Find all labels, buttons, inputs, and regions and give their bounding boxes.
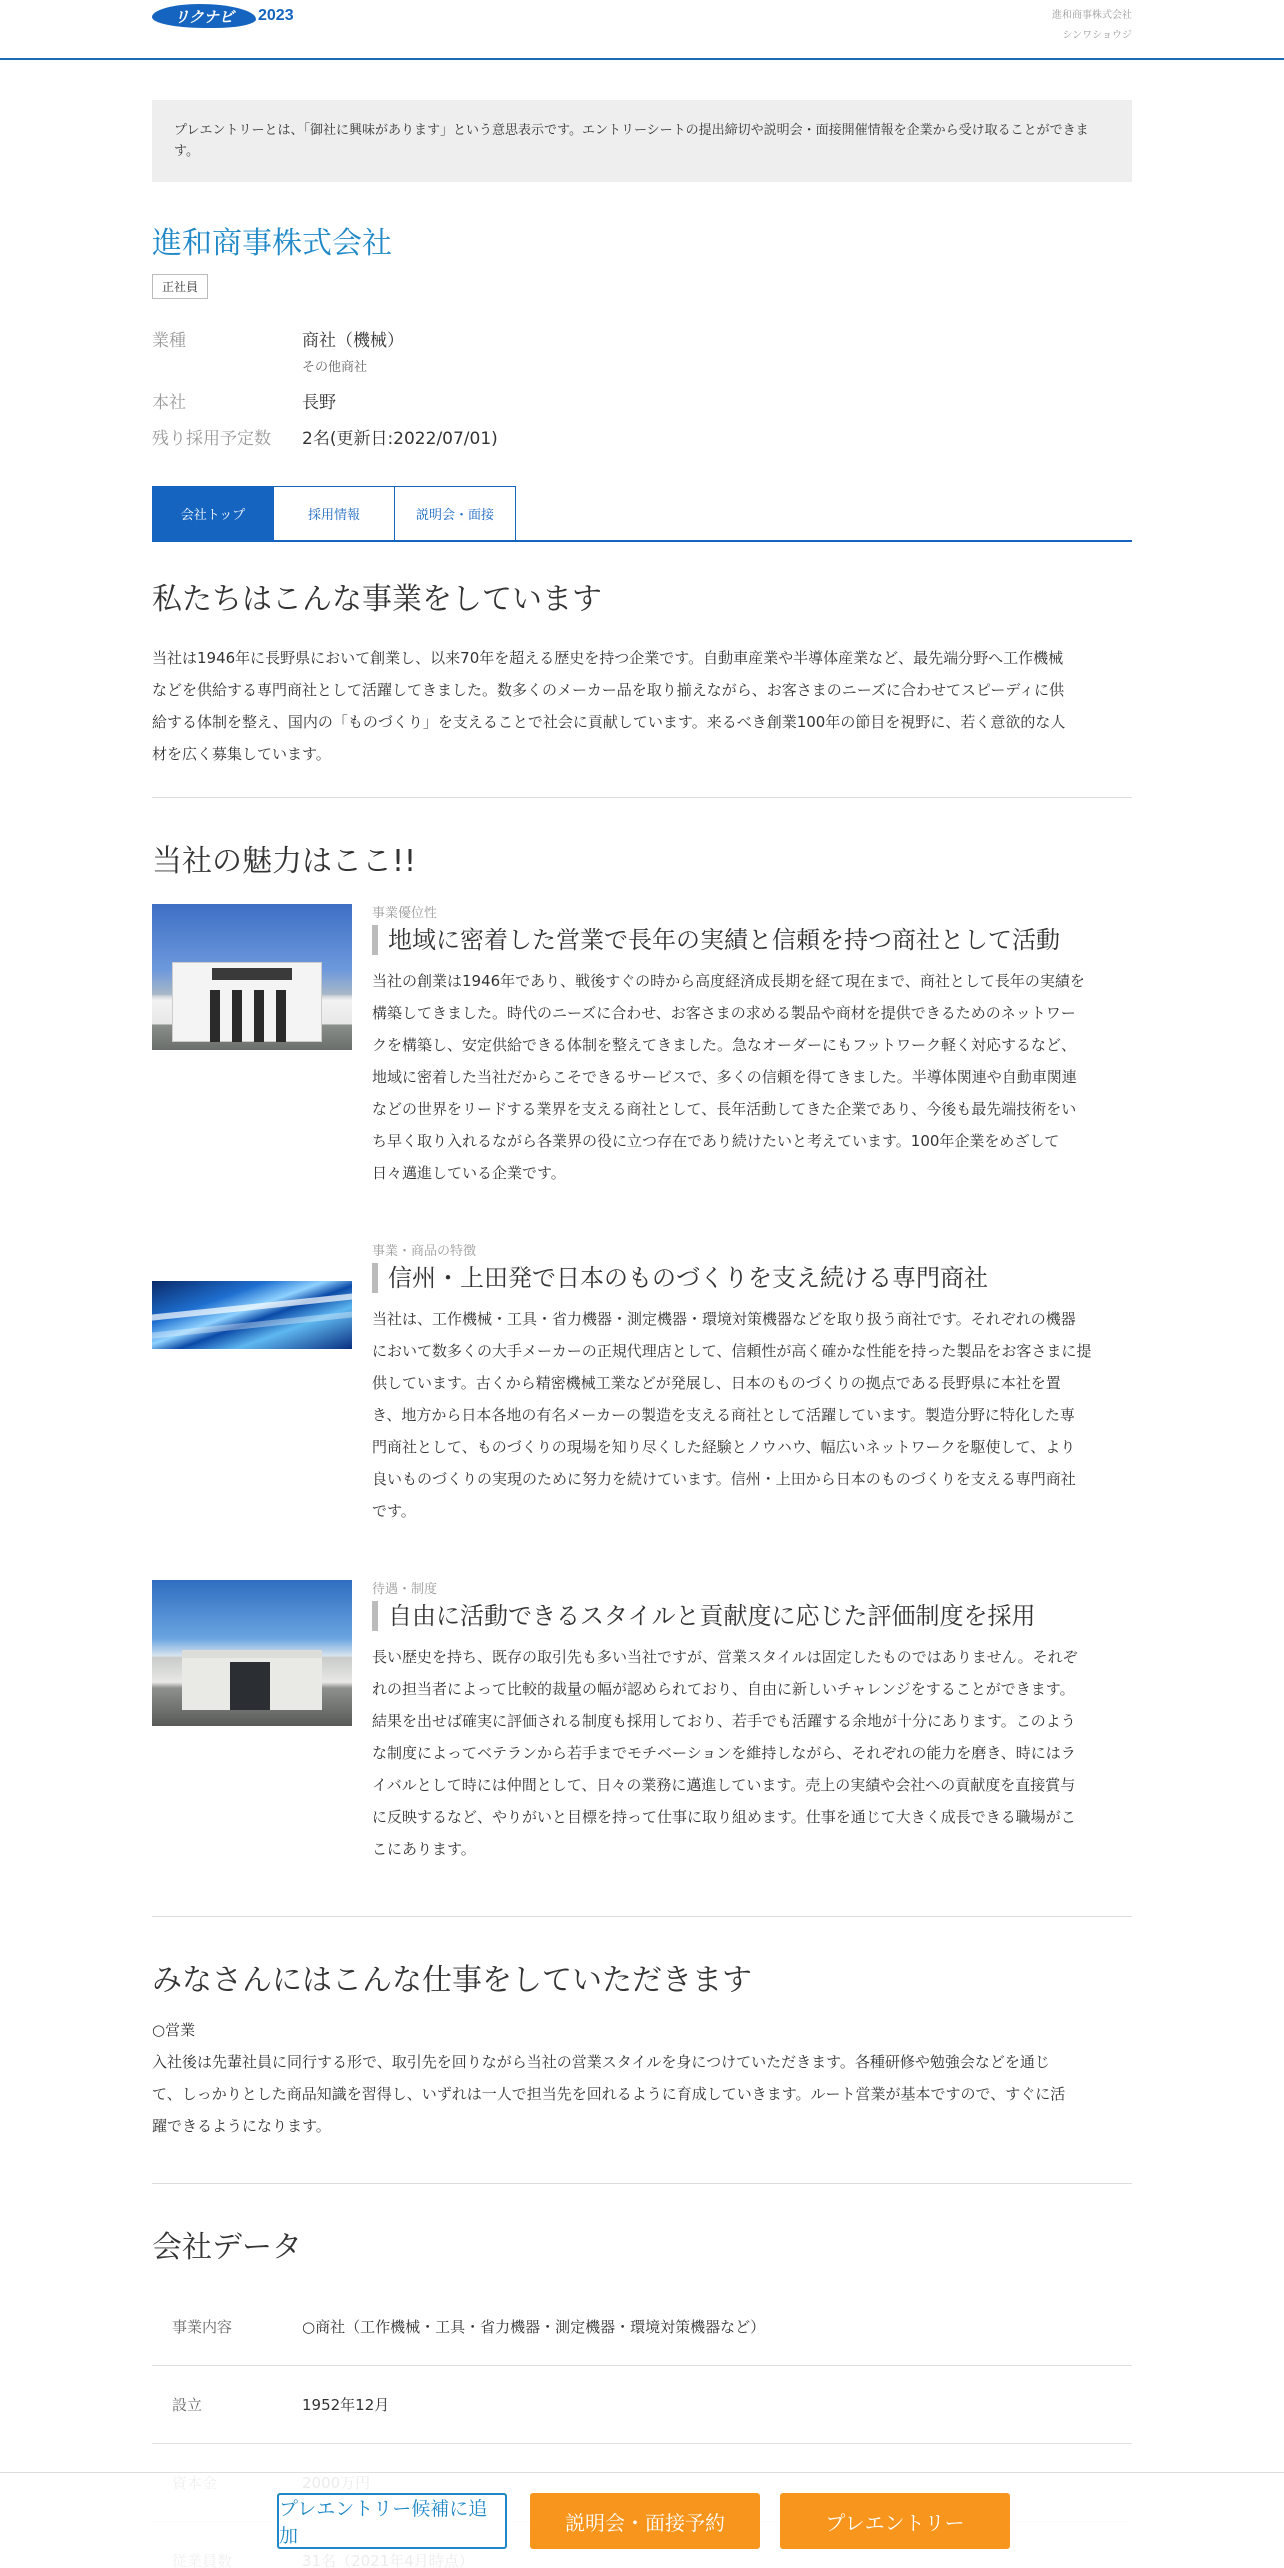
tab-company-top[interactable]: 会社トップ bbox=[152, 486, 274, 540]
divider bbox=[152, 797, 1132, 798]
rikunabi-logo[interactable] bbox=[152, 4, 294, 28]
feature-line: れの担当者によって比較的裁量の幅が認められており、自由に新しいチャレンジをすることができます。 bbox=[372, 1680, 1075, 1698]
window bbox=[232, 990, 242, 1042]
company-name: 進和商事株式会社 bbox=[152, 226, 392, 261]
remaining-label: 残り採用予定数 bbox=[152, 429, 271, 449]
hq-label: 本社 bbox=[152, 393, 186, 413]
tab-seminar-interview[interactable]: 説明会・面接 bbox=[394, 486, 516, 540]
feature-line: 日々邁進している企業です。 bbox=[372, 1164, 566, 1182]
feature-line: イバルとして時には仲間として、日々の業務に邁進しています。売上の実績や会社への貢献度を直接賞与 bbox=[372, 1776, 1076, 1794]
divider bbox=[152, 1916, 1132, 1917]
logo-mark: リクナビ bbox=[152, 4, 256, 28]
seminar-reservation-button[interactable]: 説明会・面接予約 bbox=[530, 2493, 760, 2549]
feature-image-banner bbox=[152, 1281, 352, 1349]
business-line: 給する体制を整え、国内の「ものづくり」を支えることで社会に貢献しています。来るべき創業100年の節目を視野に、若く意欲的な人 bbox=[152, 713, 1066, 731]
window bbox=[276, 990, 286, 1042]
feature-line: などの世界をリードする業界を支える商社として、長年活動してきた企業であり、今後も最先端技術をい bbox=[372, 1100, 1077, 1118]
company-data-title: 会社データ bbox=[152, 2230, 302, 2265]
feature-text bbox=[372, 1641, 1132, 1865]
header-company-kana: シンワショウジ bbox=[1062, 30, 1132, 41]
work-line: ○営業 bbox=[152, 2021, 196, 2039]
work-title: みなさんにはこんな仕事をしていただきます bbox=[152, 1963, 752, 1998]
feature-category: 待遇・制度 bbox=[372, 1582, 438, 1597]
feature-line: 結果を出せば確実に評価される制度も採用しており、若手でも活躍する余地が十分にあります。このよう bbox=[372, 1712, 1076, 1730]
tab-recruitment-info[interactable]: 採用情報 bbox=[273, 486, 395, 540]
remaining-value: 2名(更新日:2022/07/01) bbox=[302, 429, 498, 449]
feature-line: において数多くの大手メーカーの正規代理店として、信頼性が高く確かな性能を持った製品をお客さまに提 bbox=[372, 1342, 1092, 1360]
business-line: 当社は1946年に長野県において創業し、以来70年を超える歴史を持つ企業です。自動車産業や半導体産業など、最先端分野へ工作機械 bbox=[152, 649, 1064, 667]
feature-line: な制度によってベテランから若手までモチベーションを維持しながら、それぞれの能力を磨き、時にはラ bbox=[372, 1744, 1076, 1762]
feature-category: 事業優位性 bbox=[372, 906, 438, 921]
data-label: 事業内容 bbox=[172, 2318, 233, 2336]
feature-image-storefront bbox=[152, 1580, 352, 1726]
business-line: 材を広く募集しています。 bbox=[152, 745, 331, 763]
feature-line: 地域に密着した当社だからこそできるサービスで、多くの信頼を得てきました。半導体関連や自動車関連 bbox=[372, 1068, 1077, 1086]
add-candidate-button[interactable]: プレエントリー候補に追加 bbox=[277, 2493, 507, 2549]
data-value: 1952年12月 bbox=[302, 2396, 390, 2414]
feature-line: き、地方から日本各地の有名メーカーの製造を支える商社として活躍しています。製造分野に特化した専 bbox=[372, 1406, 1075, 1424]
feature-line: こにあります。 bbox=[372, 1840, 476, 1858]
header-company-name: 進和商事株式会社 bbox=[1052, 10, 1132, 21]
building-sign bbox=[212, 968, 292, 980]
feature-line: 良いものづくりの実現のために努力を続けています。信州・上田から日本のものづくりを支える専門商社 bbox=[372, 1470, 1076, 1488]
feature-line: に反映するなど、やりがいと目標を持って仕事に取り組めます。仕事を通じて大きく成長できる職場がこ bbox=[372, 1808, 1076, 1826]
work-line: 入社後は先輩社員に同行する形で、取引先を回りながら当社の営業スタイルを身につけていただきます。各種研修や勉強会などを通じ bbox=[152, 2053, 1050, 2071]
logo-year: 2023 bbox=[258, 7, 294, 24]
data-label: 設立 bbox=[172, 2396, 203, 2414]
business-title: 私たちはこんな事業をしています bbox=[152, 582, 602, 617]
feature-title: 信州・上田発で日本のものづくりを支え続ける専門商社 bbox=[372, 1263, 1132, 1293]
preentry-button[interactable]: プレエントリー bbox=[780, 2493, 1010, 2549]
badge-wrap bbox=[152, 274, 1132, 299]
business-text bbox=[152, 642, 1132, 770]
feature-line: 当社は、工作機械・工具・省力機器・測定機器・環境対策機器などを取り扱う商社です。それぞれの機器 bbox=[372, 1310, 1076, 1328]
bottom-action-bar bbox=[0, 2472, 1284, 2568]
feature-text bbox=[372, 1303, 1132, 1527]
feature-title: 地域に密着した営業で長年の実績と信頼を持つ商社として活動 bbox=[372, 925, 1132, 955]
appeal-title: 当社の魅力はここ!! bbox=[152, 844, 417, 879]
industry-label: 業種 bbox=[152, 331, 186, 351]
business-line: などを供給する専門商社として活躍してきました。数多くのメーカー品を取り揃えながら、お客さまのニーズに合わせてスピーディに供 bbox=[152, 681, 1065, 699]
feature-line: 供しています。古くから精密機械工業などが発展し、日本のものづくりの拠点である長野県に本社を置 bbox=[372, 1374, 1061, 1392]
preentry-notice: プレエントリーとは、「御社に興味があります」という意思表示です。エントリーシートの提出締切や説明会・面接開催情報を企業から受け取ることができます。 bbox=[152, 100, 1132, 182]
industry-sub: その他商社 bbox=[302, 360, 368, 375]
work-text bbox=[152, 2014, 1132, 2142]
window bbox=[254, 990, 264, 1042]
building-door bbox=[230, 1662, 270, 1710]
employment-type-badge: 正社員 bbox=[152, 274, 208, 299]
feature-category: 事業・商品の特徴 bbox=[372, 1244, 477, 1259]
data-value: ○商社（工作機械・工具・省力機器・測定機器・環境対策機器など） bbox=[302, 2318, 766, 2336]
divider bbox=[152, 2183, 1132, 2184]
feature-line: ち早く取り入れるながら各業界の役に立つ存在であり続けたいと考えています。100年企業をめざして bbox=[372, 1132, 1060, 1150]
hq-value: 長野 bbox=[302, 393, 336, 413]
feature-line: です。 bbox=[372, 1502, 416, 1520]
data-row bbox=[152, 2288, 1132, 2366]
work-line: て、しっかりとした商品知識を習得し、いずれは一人で担当先を回れるように育成していきます。ルート営業が基本ですので、すぐに活 bbox=[152, 2085, 1066, 2103]
feature-line: クを構築し、安定供給できる体制を整えてきました。急なオーダーにもフットワーク軽く対応するなど、 bbox=[372, 1036, 1076, 1054]
feature-line: 構築してきました。時代のニーズに合わせ、お客さまの求める製品や商材を提供できるためのネットワー bbox=[372, 1004, 1076, 1022]
industry-value: 商社（機械） bbox=[302, 331, 404, 351]
feature-line: 門商社として、ものづくりの現場を知り尽くした経験とノウハウ、幅広いネットワークを駆使して、より bbox=[372, 1438, 1076, 1456]
feature-title: 自由に活動できるスタイルと貢献度に応じた評価制度を採用 bbox=[372, 1601, 1132, 1631]
feature-line: 当社の創業は1946年であり、戦後すぐの時から高度経済成長期を経て現在まで、商社として長年の実績を bbox=[372, 972, 1085, 990]
site-header bbox=[0, 0, 1284, 60]
window bbox=[210, 990, 220, 1042]
work-line: 躍できるようになります。 bbox=[152, 2117, 331, 2135]
feature-image-office bbox=[152, 904, 352, 1050]
feature-line: 長い歴史を持ち、既存の取引先も多い当社ですが、営業スタイルは固定したものではありません。それぞ bbox=[372, 1648, 1078, 1666]
header-company-info bbox=[1052, 6, 1132, 46]
data-row bbox=[152, 2366, 1132, 2444]
company-tabs bbox=[152, 486, 1132, 542]
feature-text bbox=[372, 965, 1132, 1189]
